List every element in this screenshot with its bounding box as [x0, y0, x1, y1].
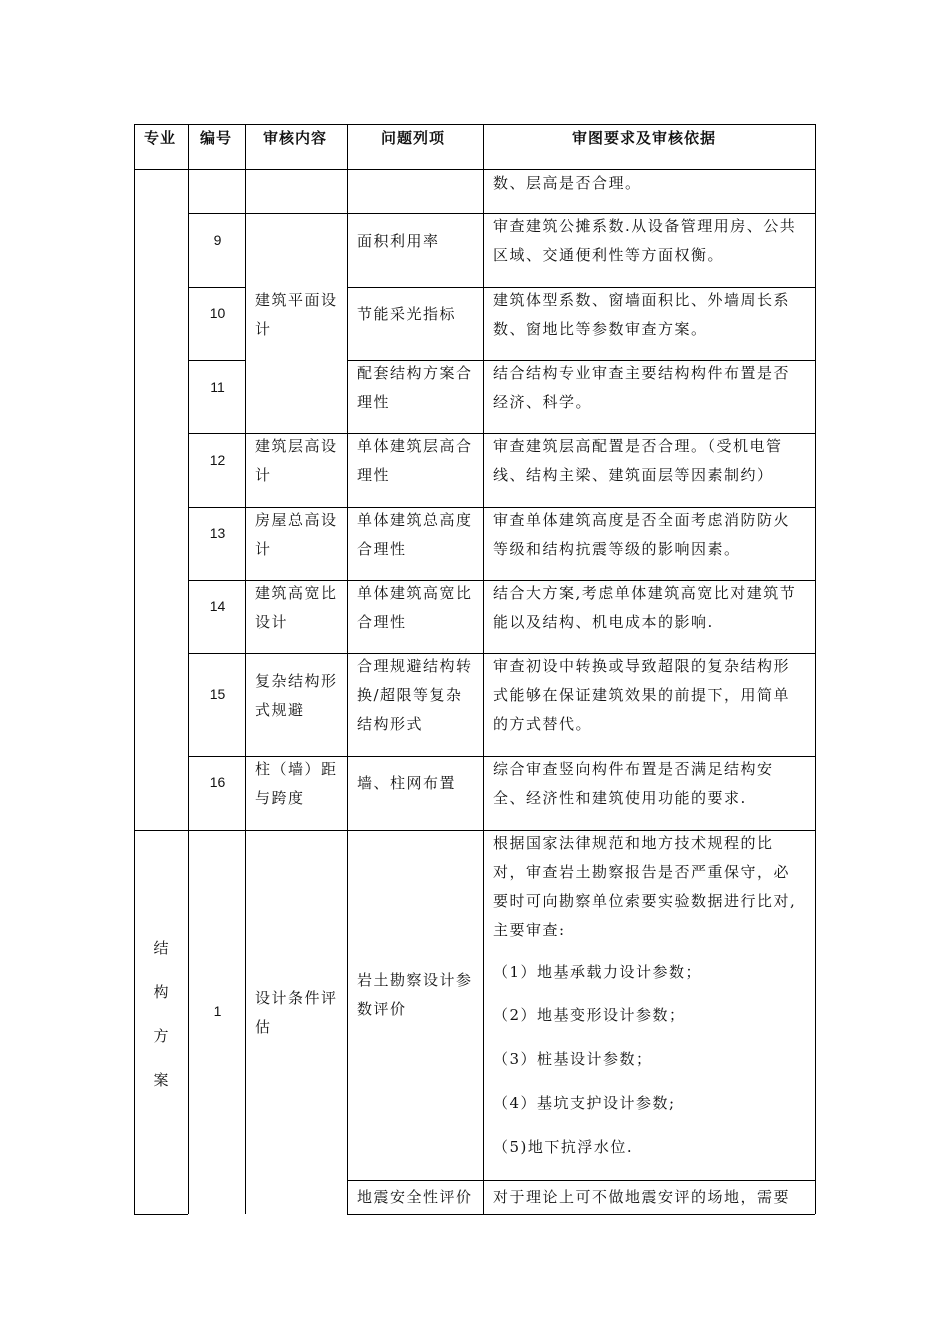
cell-basis-line: 根据国家法律规范和地方技术规程的比 [493, 834, 774, 852]
cell-basis-line: 式能够在保证建筑效果的前提下，用简单 [493, 686, 791, 704]
cell-discipline-char: 方 [153, 1027, 169, 1045]
cell-issue-item: 岩土勘察设计参 [357, 971, 473, 989]
cell-number: 15 [209, 686, 226, 702]
cell-basis-list-item: （5)地下抗浮水位. [493, 1138, 634, 1156]
cell-review-content: 计 [255, 320, 272, 338]
cell-review-content: 复杂结构形 [255, 672, 338, 690]
cell-issue-item: 配套结构方案合 [357, 364, 473, 382]
cell-basis-line: 结合结构专业审查主要结构构件布置是否 [493, 364, 791, 382]
cell-review-content: 建筑高宽比 [255, 584, 338, 602]
cell-discipline-char: 构 [153, 983, 169, 1001]
cell-basis-line: 建筑体型系数、窗墙面积比、外墙周长系 [493, 291, 791, 309]
cell-basis-line: 审查单体建筑高度是否全面考虑消防防火 [493, 511, 791, 529]
header-issue-item: 问题列项 [381, 129, 446, 147]
cell-basis-list-item: （3）桩基设计参数； [493, 1050, 653, 1068]
row-divider [347, 1180, 815, 1181]
cell-basis-line: 对，审查岩土勘察报告是否严重保守，必 [493, 863, 791, 881]
header-review-content: 审核内容 [263, 129, 328, 147]
cell-issue-item: 理性 [357, 466, 391, 484]
cell-number: 9 [213, 232, 222, 248]
cell-issue-item: 单体建筑层高合 [357, 437, 473, 455]
cell-issue-item: 面积利用率 [357, 232, 440, 250]
column-border [245, 124, 246, 1214]
cell-basis-line: 数、窗地比等参数审查方案。 [493, 320, 708, 338]
cell-basis-line: 等级和结构抗震等级的影响因素。 [493, 540, 741, 558]
header-requirements: 审图要求及审核依据 [572, 129, 717, 147]
cell-basis-line: 经济、科学。 [493, 393, 593, 411]
header-discipline: 专业 [144, 129, 177, 147]
cell-basis-line: 线、结构主梁、建筑面层等因素制约） [493, 466, 774, 484]
cell-basis-list-item: （4）基坑支护设计参数; [493, 1094, 676, 1112]
column-border [815, 124, 816, 1214]
cell-issue-item: 墙、柱网布置 [357, 774, 457, 792]
table-top-border [134, 124, 815, 125]
cell-issue-item: 地震安全性评价 [357, 1188, 473, 1206]
column-border [188, 124, 189, 1214]
table-bottom-border [134, 1214, 188, 1215]
header-number: 编号 [200, 129, 233, 147]
column-border [347, 124, 348, 1214]
row-divider [188, 287, 245, 288]
cell-review-content: 计 [255, 466, 272, 484]
cell-issue-item: 理性 [357, 393, 391, 411]
cell-number: 10 [209, 305, 226, 321]
cell-basis-line: 审查初设中转换或导致超限的复杂结构形 [493, 657, 791, 675]
cell-number: 11 [210, 379, 225, 395]
cell-review-content: 房屋总高设 [255, 511, 338, 529]
cell-basis-list-item: （1）地基承载力设计参数； [493, 963, 703, 981]
cell-basis-line: 区域、交通便利性等方面权衡。 [493, 246, 725, 264]
table-bottom-border [347, 1214, 815, 1215]
cell-review-content: 与跨度 [255, 789, 305, 807]
cell-basis-line: 审查建筑层高配置是否合理。（受机电管 [493, 437, 783, 455]
cell-discipline-char: 案 [153, 1071, 169, 1089]
cell-review-content: 计 [255, 540, 272, 558]
cell-basis-line: 审查建筑公摊系数.从设备管理用房、公共 [493, 217, 797, 235]
cell-review-content: 估 [255, 1018, 272, 1036]
column-border [483, 124, 484, 1214]
cell-number: 1 [213, 1003, 222, 1019]
cell-basis-line: 要时可向勘察单位索要实验数据进行比对, [493, 892, 797, 910]
cell-basis-list-item: （2）地基变形设计参数； [493, 1006, 686, 1024]
cell-basis-continued: 数、层高是否合理。 [493, 174, 642, 192]
cell-issue-item: 换/超限等复杂 [357, 686, 463, 704]
cell-issue-item: 结构形式 [357, 715, 424, 733]
cell-issue-item: 数评价 [357, 1000, 407, 1018]
cell-number: 12 [209, 452, 226, 468]
cell-number: 16 [209, 774, 226, 790]
cell-basis-line: 对于理论上可不做地震安评的场地，需要 [493, 1188, 791, 1206]
cell-issue-item: 单体建筑总高度 [357, 511, 473, 529]
cell-basis-line: 的方式替代。 [493, 715, 593, 733]
cell-basis-line: 主要审查: [493, 921, 566, 939]
cell-issue-item: 节能采光指标 [357, 305, 457, 323]
cell-review-content: 建筑层高设 [255, 437, 338, 455]
cell-discipline-char: 结 [153, 939, 169, 957]
cell-review-content: 建筑平面设 [255, 291, 338, 309]
cell-issue-item: 合理性 [357, 613, 407, 631]
cell-review-content: 设计条件评 [255, 989, 338, 1007]
cell-review-content: 柱（墙）距 [255, 760, 338, 778]
cell-basis-line: 综合审查竖向构件布置是否满足结构安 [493, 760, 774, 778]
cell-number: 14 [209, 598, 226, 614]
cell-number: 13 [209, 525, 226, 541]
cell-issue-item: 合理性 [357, 540, 407, 558]
cell-basis-line: 结合大方案,考虑单体建筑高宽比对建筑节 [493, 584, 797, 602]
cell-basis-line: 能以及结构、机电成本的影响. [493, 613, 714, 631]
column-border [134, 124, 135, 1214]
cell-basis-line: 全、经济性和建筑使用功能的要求. [493, 789, 747, 807]
row-divider [188, 360, 245, 361]
cell-review-content: 式规避 [255, 701, 305, 719]
cell-issue-item: 合理规避结构转 [357, 657, 473, 675]
cell-issue-item: 单体建筑高宽比 [357, 584, 473, 602]
cell-review-content: 设计 [255, 613, 289, 631]
header-bottom-border [134, 169, 815, 170]
